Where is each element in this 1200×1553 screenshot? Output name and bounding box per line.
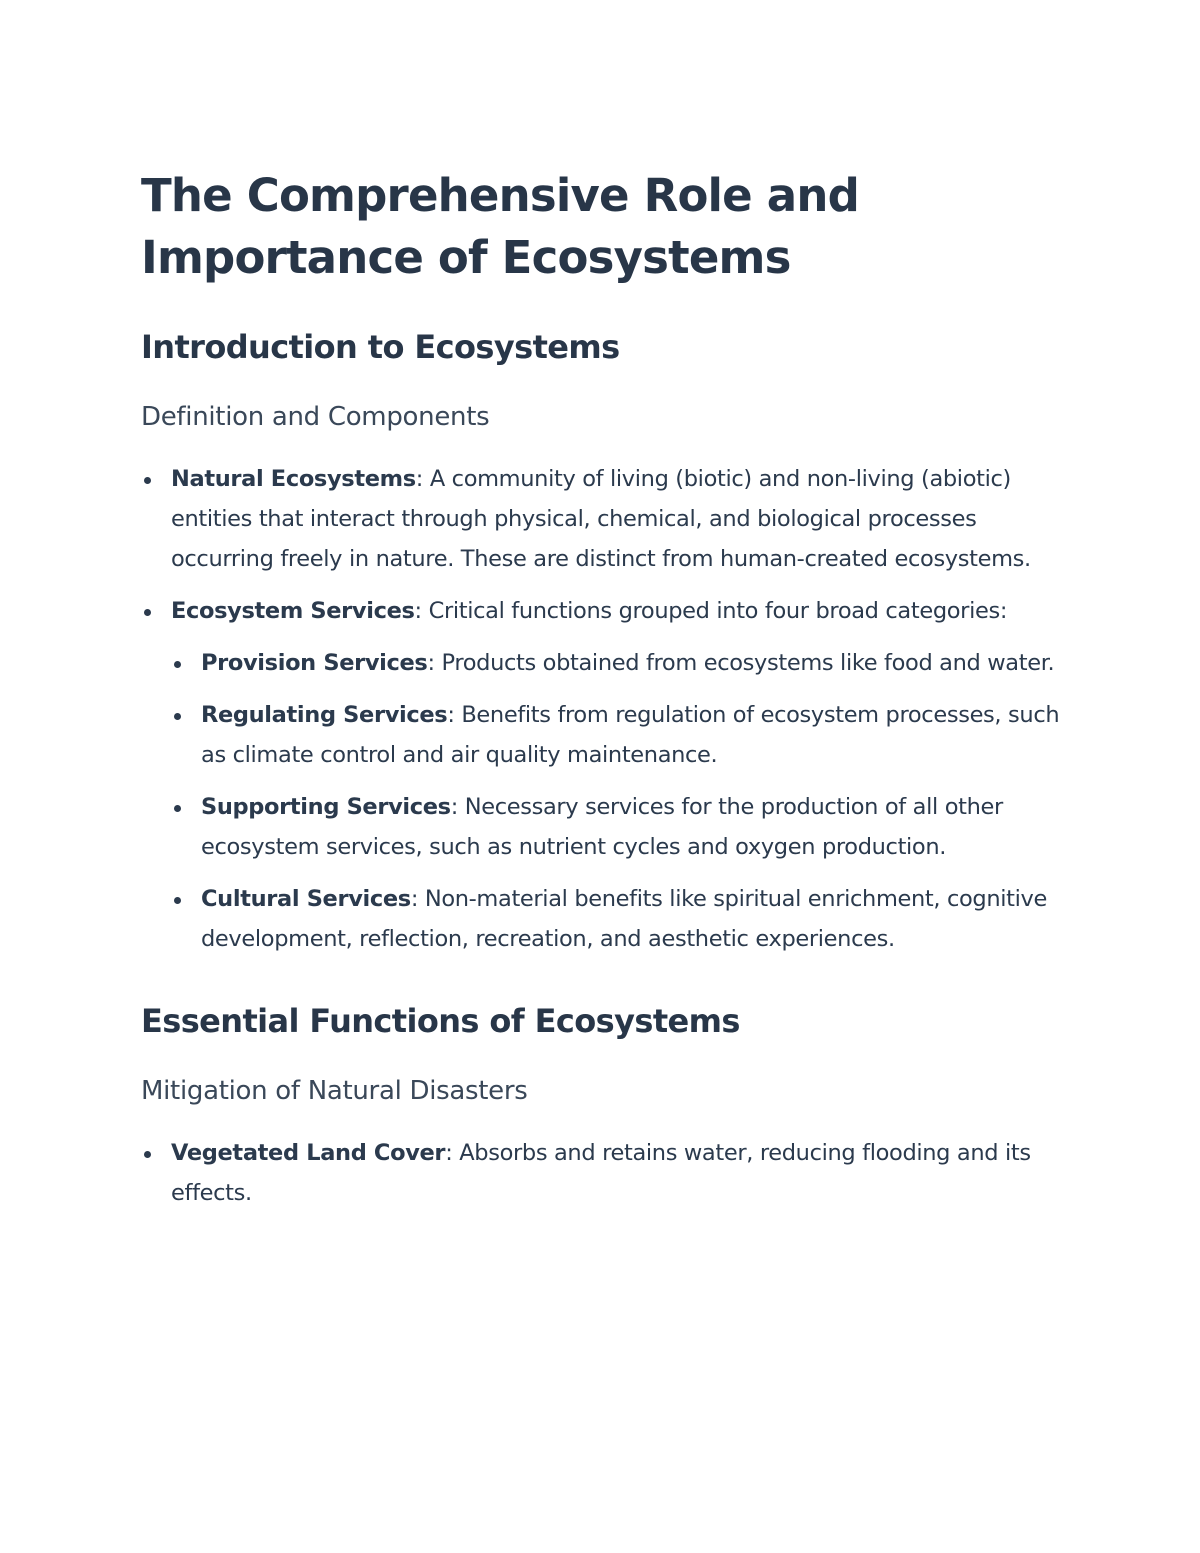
list-item-text: : A community of living (biotic) and non-living (abiotic) entities that interact through physical, chemical, and biological processes occurring freely in nature. These are distinct from human-created ecosystems. <box>171 466 1031 572</box>
bullet-list <box>141 459 1071 959</box>
list-item-text: : Necessary services for the production of all other ecosystem services, such as nutrient cycles and oxygen production. <box>201 794 1003 860</box>
list-item-regulating-services <box>171 695 1071 775</box>
document-page <box>141 165 1071 1225</box>
list-item-text: : Absorbs and retains water, reducing flooding and its effects. <box>171 1140 1031 1206</box>
section-heading-essential-functions: Essential Functions of Ecosystems <box>141 1002 740 1040</box>
list-item-text: : Products obtained from ecosystems like food and water. <box>427 650 1055 676</box>
bullet-list <box>141 1133 1071 1213</box>
list-item-cultural-services <box>171 879 1071 959</box>
section-heading-introduction: Introduction to Ecosystems <box>141 328 620 366</box>
list-item-text: : Non-material benefits like spiritual enrichment, cognitive development, reflection, recreation, and aesthetic experiences. <box>201 886 1047 952</box>
list-item-term: Natural Ecosystems <box>171 466 416 492</box>
list-item-term: Vegetated Land Cover <box>171 1140 446 1166</box>
list-item-text: : Benefits from regulation of ecosystem processes, such as climate control and air quality maintenance. <box>201 702 1060 768</box>
list-item-term: Supporting Services <box>201 794 451 820</box>
subsection-heading-definition: Definition and Components <box>141 402 490 432</box>
list-item-term: Ecosystem Services <box>171 598 415 624</box>
subsection-heading-mitigation: Mitigation of Natural Disasters <box>141 1076 528 1106</box>
nested-bullet-list <box>171 643 1071 959</box>
list-item-provision-services <box>171 643 1071 683</box>
document-title: The Comprehensive Role and Importance of Ecosystems <box>141 169 859 284</box>
list-item-term: Cultural Services <box>201 886 411 912</box>
list-item-text: : Critical functions grouped into four broad categories: <box>414 598 1008 624</box>
list-item-vegetated-land-cover <box>141 1133 1071 1213</box>
list-item-term: Provision Services <box>201 650 428 676</box>
list-item-term: Regulating Services <box>201 702 448 728</box>
list-item-natural-ecosystems <box>141 459 1071 579</box>
list-item-supporting-services <box>171 787 1071 867</box>
list-item-ecosystem-services <box>141 591 1071 959</box>
